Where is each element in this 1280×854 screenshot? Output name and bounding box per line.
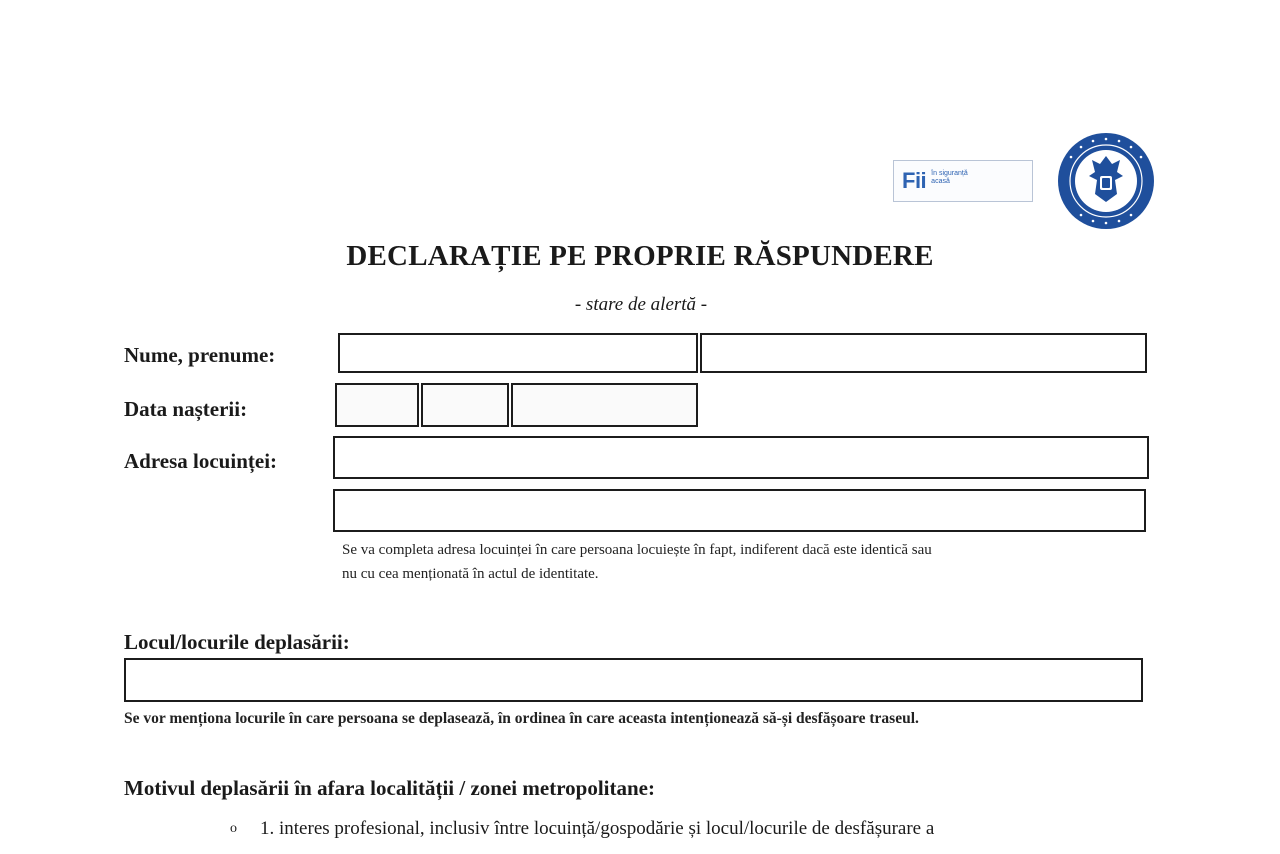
reason-option-text: 1. interes profesional, inclusiv între locuință/gospodărie și locul/locurile de desfășurare a [260, 818, 935, 839]
birth-month-field[interactable] [421, 383, 509, 427]
fii-in-siguranta-logo [893, 160, 1033, 202]
logo-tagline: în siguranță acasă [931, 170, 968, 185]
government-seal-icon [1057, 132, 1155, 230]
document-title: DECLARAȚIE PE PROPRIE RĂSPUNDERE [346, 240, 934, 272]
address-field-line-1[interactable] [333, 436, 1149, 479]
last-name-field[interactable] [338, 333, 698, 373]
name-label: Nume, prenume: [124, 343, 276, 367]
places-label: Locul/locurile deplasării: [124, 630, 350, 654]
reason-label: Motivul deplasării în afara localității / zonei metropolitane: [124, 776, 655, 800]
first-name-field[interactable] [700, 333, 1147, 373]
address-field-line-2[interactable] [333, 489, 1146, 532]
hollow-bullet-icon: o [230, 821, 237, 836]
birth-year-field[interactable] [511, 383, 698, 427]
reason-option-1[interactable] [230, 818, 934, 840]
places-field[interactable] [124, 658, 1143, 702]
birth-date-label: Data nașterii: [124, 397, 248, 421]
places-note: Se vor menționa locurile în care persoana se deplasează, în ordinea în care aceasta intenționează să-și desfășoare traseul. [124, 710, 919, 727]
document-subtitle: - stare de alertă - [574, 294, 708, 315]
birth-day-field[interactable] [335, 383, 419, 427]
address-note: Se va completa adresa locuinței în care persoana locuiește în fapt, indiferent dacă este identică sau nu cu cea menționată în actul de identitate. [342, 542, 932, 582]
logo-word: Fii [902, 168, 927, 193]
address-label: Adresa locuinței: [124, 449, 278, 473]
